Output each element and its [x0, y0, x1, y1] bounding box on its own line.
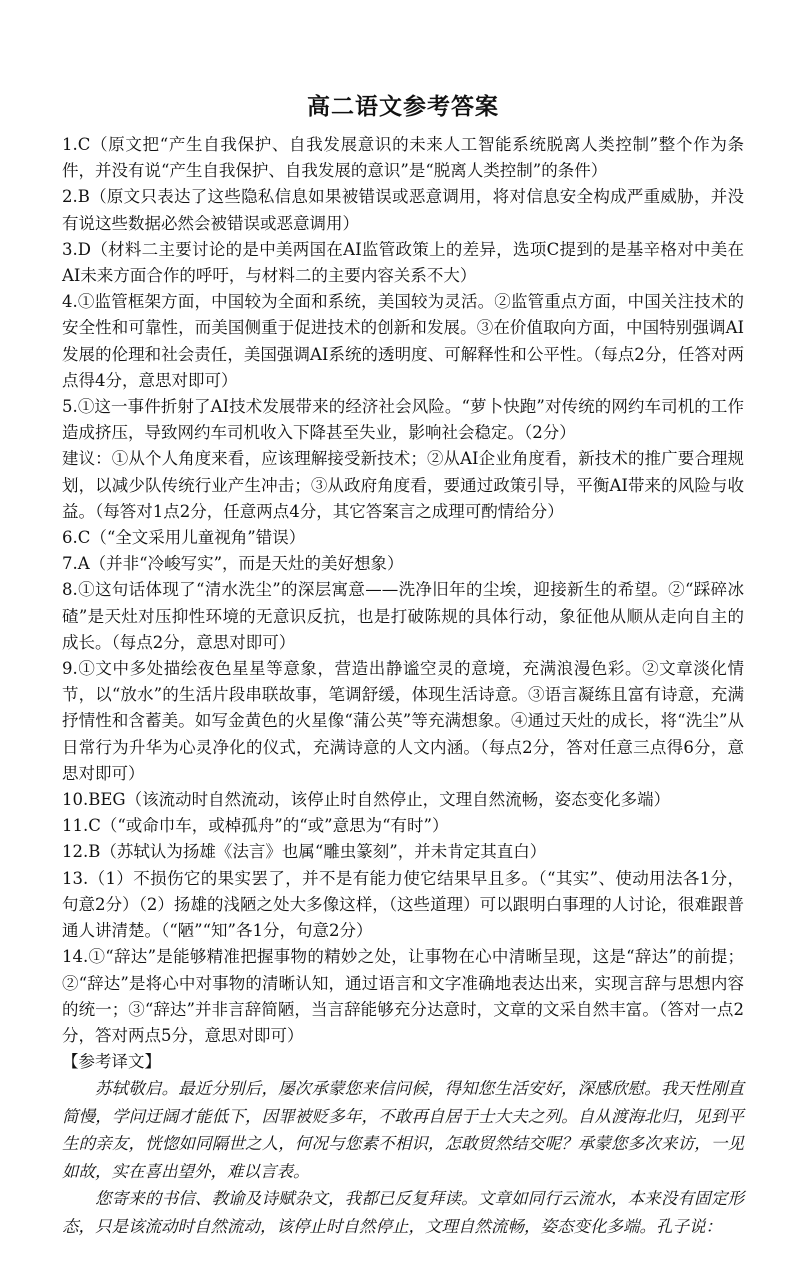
answer-12: 12.B（苏轼认为扬雄《法言》也属“雕虫篆刻”，并未肯定其直白） [62, 842, 547, 862]
answer-10: 10.BEG（该流动时自然流动，该停止时自然停止，文理自然流畅，姿态变化多端） [62, 790, 671, 810]
page-title: 高二语文参考答案 [307, 93, 499, 120]
answer-4: 4.①监管框架方面，中国较为全面和系统，美国较为灵活。②监管重点方面，中国关注技术的安全性和可靠性，而美国侧重于促进技术的创新和发展。③在价值取向方面，中国特别强调AI发展的伦理和社会责任，美国强调AI系统的透明度、可解释性和公平性。（每点2分，任答对两点得4分，意思对即可） [62, 292, 744, 390]
answer-7: 7.A（并非“冷峻写实”，而是天灶的美好想象） [62, 554, 404, 574]
answer-11: 11.C（“或命巾车，或棹孤舟”的“或”意思为“有时”） [62, 816, 449, 836]
answer-5-suggestion: 建议：①从个人角度来看，应该理解接受新技术；②从AI企业角度看，新技术的推广要合理规划，以减少队传统行业产生冲击；③从政府角度看，要通过政策引导，平衡AI带来的风险与收益。（每答对1点2分，任意两点4分，其它答案言之成理可酌情给分） [62, 449, 744, 521]
answer-9: 9.①文中多处描绘夜色星星等意象，营造出静谧空灵的意境，充满浪漫色彩。②文章淡化情节，以“放水”的生活片段串联故事，笔调舒缓，体现生活诗意。③语言凝练且富有诗意，充满抒情性和含蓄美。如写金黄色的火星像“蒲公英”等充满想象。④通过天灶的成长，将“洗尘”从日常行为升华为心灵净化的仪式，充满诗意的人文内涵。（每点2分，答对任意三点得6分，意思对即可） [62, 659, 744, 783]
answer-2: 2.B（原文只表达了这些隐私信息如果被错误或恶意调用，将对信息安全构成严重威胁，并没有说这些数据必然会被错误或恶意调用） [62, 187, 744, 233]
answer-5: 5.①这一事件折射了AI技术发展带来的经济社会风险。“萝卜快跑”对传统的网约车司机的工作造成挤压，导致网约车司机收入下降甚至失业，影响社会稳定。（2分） [62, 397, 744, 443]
translation-paragraph-1: 苏轼敬启。最近分别后，屡次承蒙您来信问候，得知您生活安好，深感欣慰。我天性刚直简慢，学问迂阔才能低下，因罪被贬多年，不敢再自居于士大夫之列。自从渡海北归，见到平生的亲友，恍惚如同隔世之人，何况与您素不相识，怎敢贸然结交呢？承蒙您多次来访，一见如故，实在喜出望外，难以言表。 [62, 1079, 744, 1181]
answer-13: 13.（1）不损伤它的果实罢了，并不是有能力使它结果早且多。（“其实”、使动用法各1分，句意2分）（2）扬雄的浅陋之处大多像这样，（这些道理）可以跟明白事理的人讨论，很难跟普通人讲清楚。（“陋”“知”各1分，句意2分） [62, 868, 744, 941]
translation-heading: 【参考译文】 [62, 1052, 161, 1072]
answer-6: 6.C（“全文采用儿童视角”错误） [62, 528, 306, 548]
answer-1: 1.C（原文把“产生自我保护、自我发展意识的未来人工智能系统脱离人类控制”整个作为条件，并没有说“产生自我保护、自我发展的意识”是“脱离人类控制”的条件） [62, 135, 744, 181]
translation-paragraph-2: 您寄来的书信、教谕及诗赋杂文，我都已反复拜读。文章如同行云流水，本来没有固定形态，只是该流动时自然流动，该停止时自然停止，文理自然流畅，姿态变化多端。孔子说： [62, 1189, 744, 1236]
answer-8: 8.①这句话体现了“清水洗尘”的深层寓意——洗净旧年的尘埃，迎接新生的希望。②“踩碎冰碴”是天灶对压抑性环境的无意识反抗，也是打破陈规的具体行动，象征他从顺从走向自主的成长。（每点2分，意思对即可） [62, 580, 744, 652]
answer-3: 3.D（材料二主要讨论的是中美两国在AI监管政策上的差异，选项C提到的是基辛格对中美在AI未来方面合作的呼吁，与材料二的主要内容关系不大） [62, 239, 744, 286]
answer-14: 14.①“辞达”是能够精准把握事物的精妙之处，让事物在心中清晰呈现，这是“辞达”的前提；②“辞达”是将心中对事物的清晰认知，通过语言和文字准确地表达出来，实现言辞与思想内容的统一；③“辞达”并非言辞简陋，当言辞能够充分达意时，文章的文采自然丰富。（答对一点2分，答对两点5分，意思对即可） [62, 947, 744, 1045]
